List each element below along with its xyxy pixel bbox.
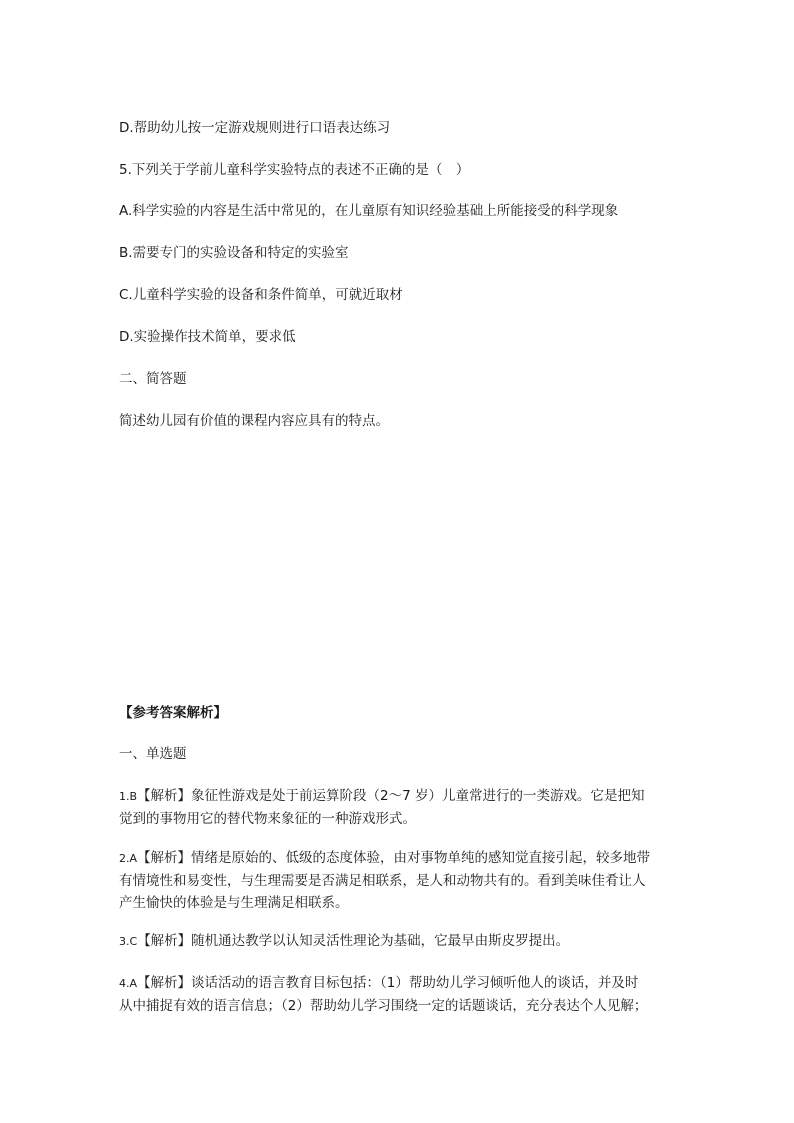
question-4-option-d: D.帮助幼儿按一定游戏规则进行口语表达练习 (119, 120, 391, 136)
question-5-stem: 5.下列关于学前儿童科学实验特点的表述不正确的是（ ） (119, 162, 470, 178)
answer-1 (119, 785, 679, 830)
answer-section-heading: 一、单选题 (119, 746, 187, 762)
answer-text: 【解析】情绪是原始的、低级的态度体验，由对事物单纯的感知觉直接引起，较多地带 (137, 850, 651, 866)
answer-number: 1.B (119, 790, 138, 803)
answer-number: 3.C (119, 935, 138, 948)
question-5-option-b: B.需要专门的实验设备和特定的实验室 (119, 245, 349, 261)
answer-text: 觉到的事物用它的替代物来象征的一种游戏形式。 (119, 811, 416, 827)
answer-text: 有情境性和易变性，与生理需要是否满足相联系，是人和动物共有的。看到美味佳肴让人 (119, 873, 646, 889)
answer-2 (119, 847, 679, 914)
answer-4 (119, 972, 679, 1017)
answer-key-heading: 【参考答案解析】 (119, 705, 227, 721)
question-5-option-a: A.科学实验的内容是生活中常见的，在儿童原有知识经验基础上所能接受的科学现象 (119, 203, 619, 219)
answer-number: 2.A (119, 852, 138, 865)
answer-text: 从中捕捉有效的语言信息；（2）帮助幼儿学习围绕一定的话题谈话，充分表达个人见解； (119, 998, 648, 1014)
question-5-option-c: C.儿童科学实验的设备和条件简单，可就近取材 (119, 287, 403, 303)
question-5-option-d: D.实验操作技术简单，要求低 (119, 329, 296, 345)
answer-text: 【解析】随机通达教学以认知灵活性理论为基础，它最早由斯皮罗提出。 (137, 933, 570, 949)
short-answer-question: 简述幼儿园有价值的课程内容应具有的特点。 (119, 413, 389, 429)
answer-text: 【解析】谈话活动的语言教育目标包括：（1）帮助幼儿学习倾听他人的谈话，并及时 (137, 975, 639, 991)
answer-text: 产生愉快的体验是与生理满足相联系。 (119, 895, 349, 911)
section-heading-short-answer: 二、简答题 (119, 371, 187, 387)
answer-number: 4.A (119, 977, 138, 990)
answer-text: 【解析】象征性游戏是处于前运算阶段（2～7 岁）儿童常进行的一类游戏。它是把知 (137, 788, 645, 804)
answer-3 (119, 930, 679, 953)
